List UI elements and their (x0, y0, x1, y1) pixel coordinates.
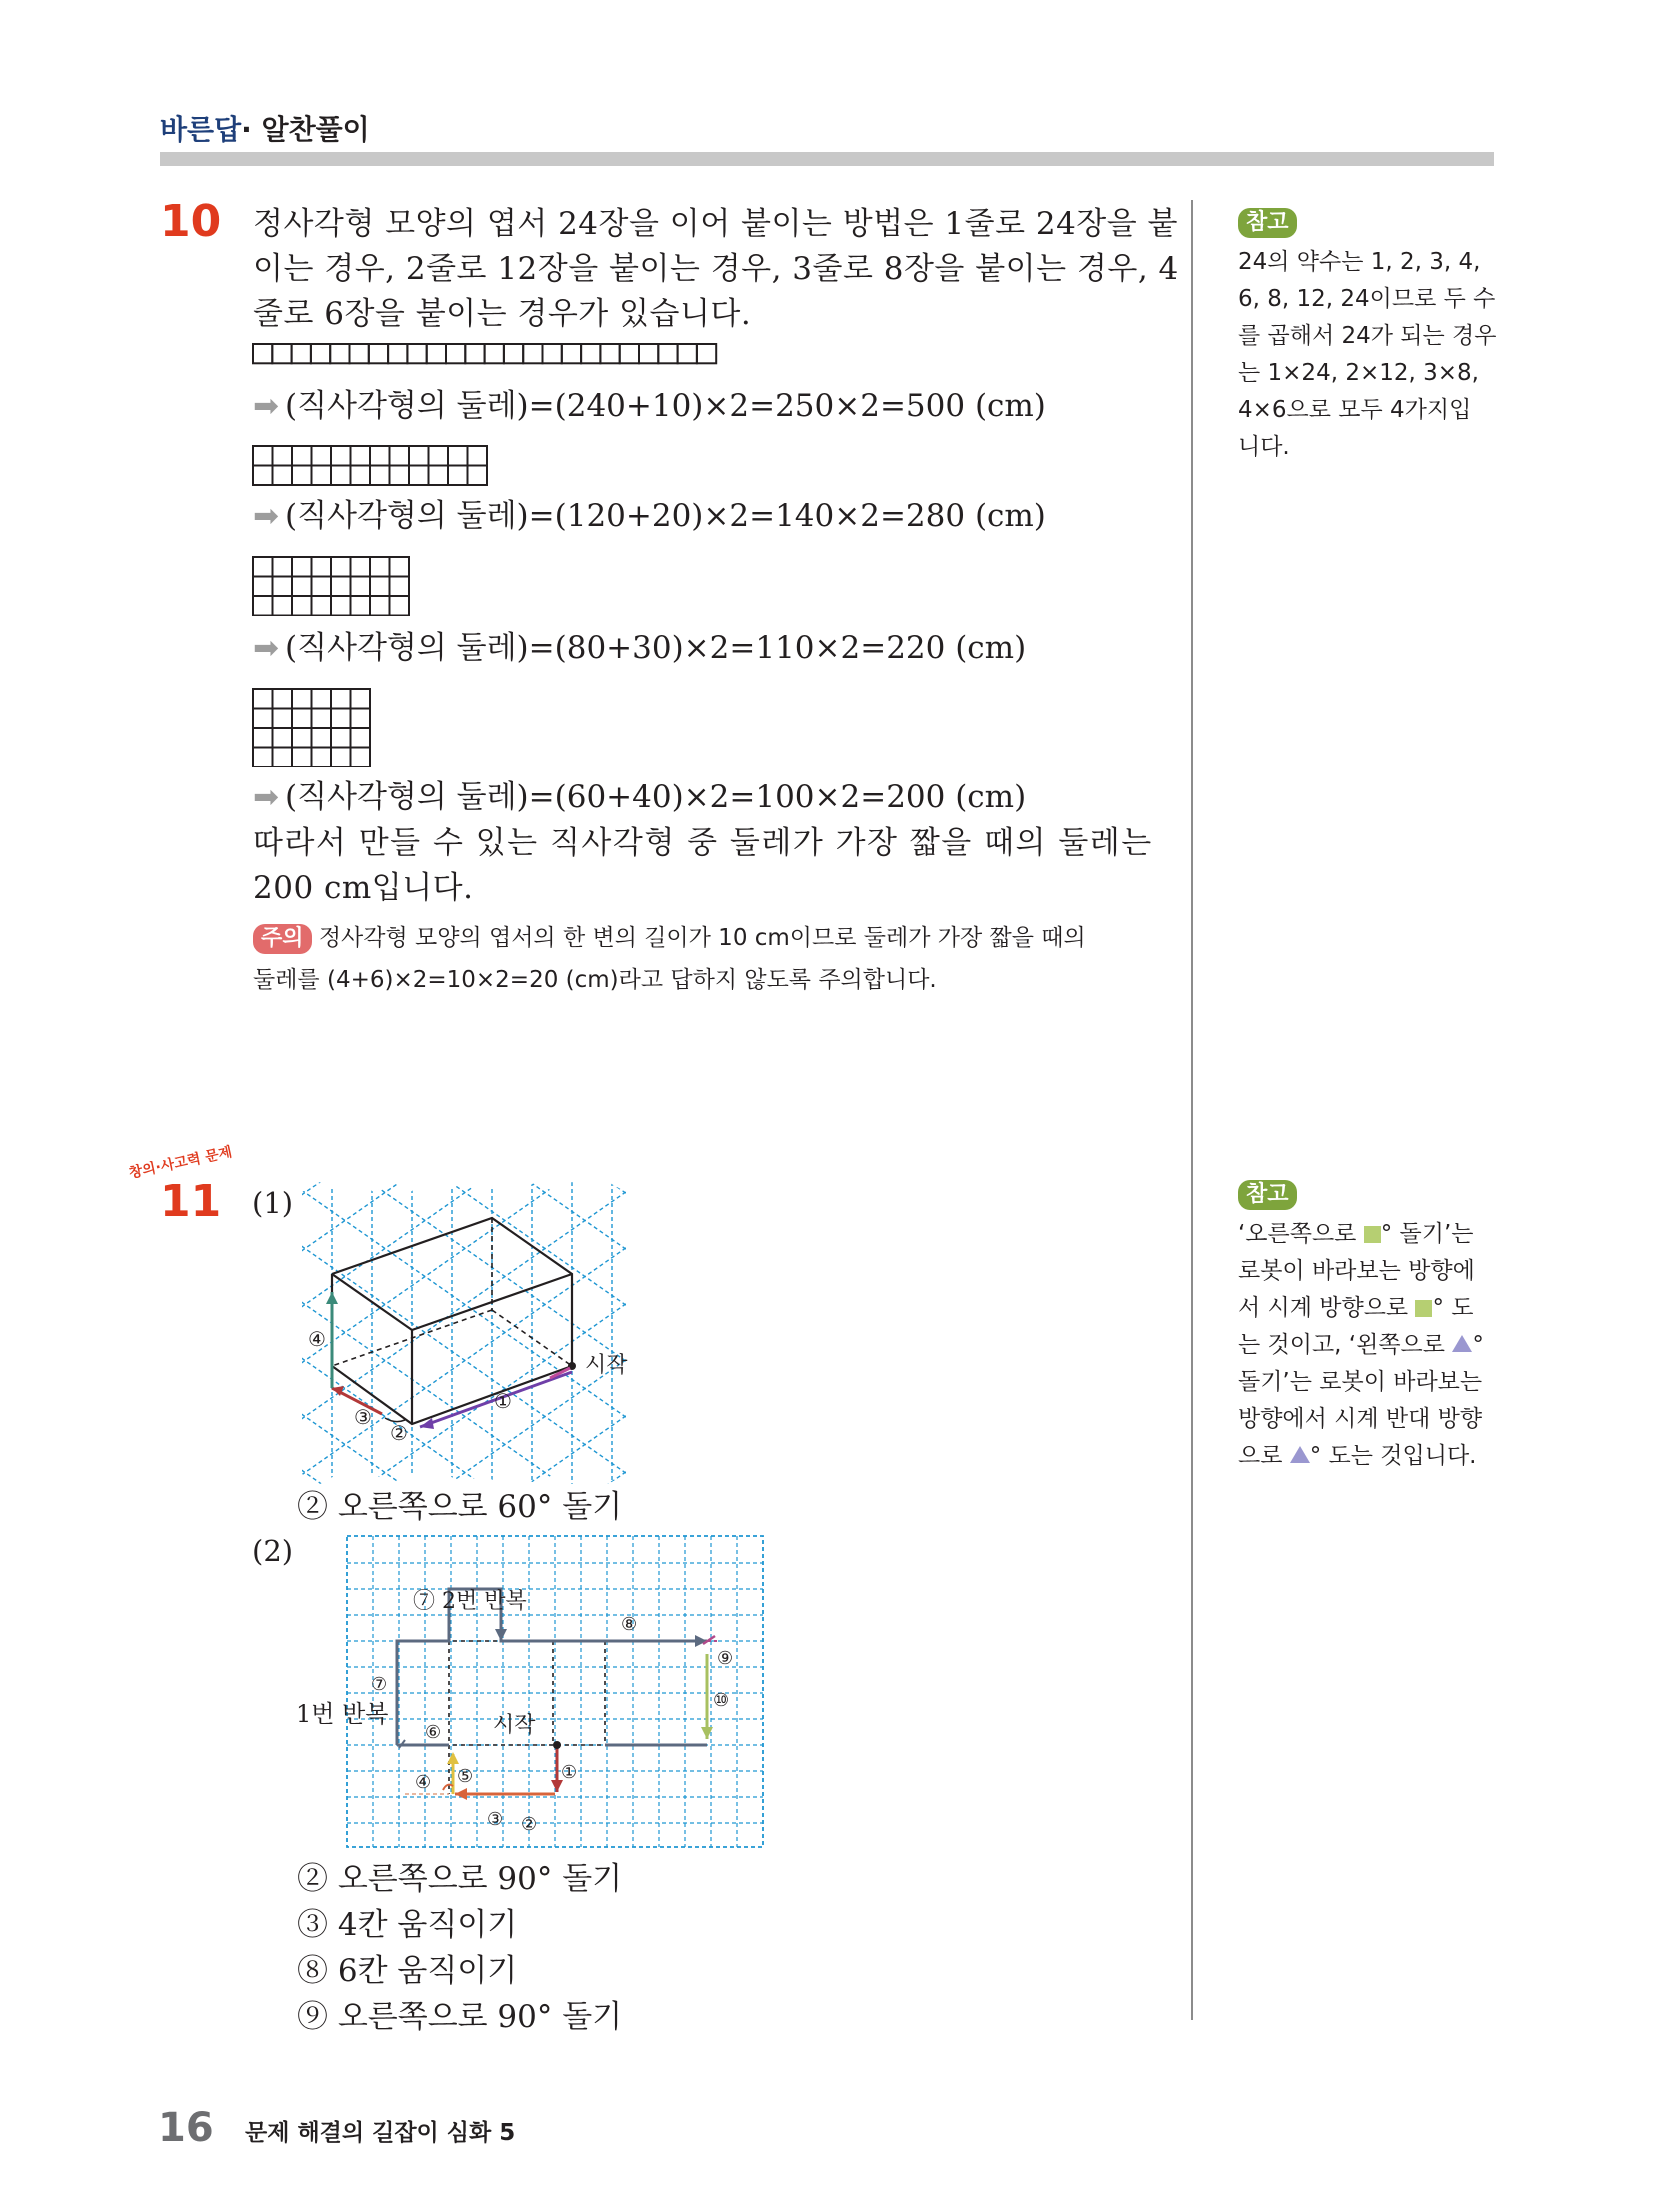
purple-triangle-icon (1452, 1335, 1472, 1352)
intro-line: 줄로 6장을 붙이는 경우가 있습니다. (253, 296, 752, 332)
page-number: 16 (158, 2105, 214, 2151)
postcard-cell (639, 344, 658, 363)
header-title (160, 108, 370, 148)
step-mark: ② (521, 1814, 538, 1835)
postcard-cell (273, 748, 293, 768)
step-mark: ⑨ (717, 1648, 734, 1669)
postcard-cell (370, 557, 390, 577)
problem-11-number: 11 (160, 1176, 222, 1227)
header-rule (160, 152, 1494, 166)
triangular-grid-figure (290, 1182, 640, 1484)
caution-note (253, 917, 1173, 1001)
intro-line: 정사각형 모양의 엽서 24장을 이어 붙이는 방법은 1줄로 24장을 붙 (253, 206, 1179, 242)
postcard-cell (390, 446, 410, 466)
problem-10-intro (253, 202, 1179, 337)
postcard-cell (273, 577, 293, 597)
postcard-cell (448, 446, 468, 466)
side-note-line: 를 곱해서 24가 되는 경우 (1238, 323, 1497, 349)
part-1-label: (1) (252, 1186, 294, 1220)
repeat-2-label: ⑦ 2번 반복 (413, 1589, 527, 1614)
side-note-text: 으로 (1238, 1443, 1290, 1469)
conclusion-line: 따라서 만들 수 있는 직사각형 중 둘레가 가장 짧을 때의 둘레는 (253, 825, 1153, 861)
step-mark: ⑤ (457, 1766, 474, 1787)
postcard-cell (292, 596, 312, 616)
postcard-cell (465, 344, 484, 363)
postcard-cell (409, 466, 429, 486)
postcard-cell (331, 557, 351, 577)
postcard-cell (292, 466, 312, 486)
reference-badge: 참고 (1238, 208, 1297, 238)
part-1-answer: ② 오른쪽으로 60° 돌기 (297, 1489, 623, 1525)
postcard-cell (351, 557, 371, 577)
postcard-cell (351, 577, 371, 597)
postcard-cell (292, 689, 312, 709)
side-note-text: ° (1472, 1332, 1484, 1358)
postcard-cell (658, 344, 677, 363)
postcard-cell (351, 709, 371, 729)
postcard-cell (312, 748, 332, 768)
postcard-cell (390, 466, 410, 486)
problem-10-conclusion (253, 821, 1163, 911)
postcard-cell (331, 466, 351, 486)
formula-3x8 (253, 628, 1026, 668)
postcard-cell (562, 344, 581, 363)
postcard-cell (678, 344, 697, 363)
postcard-grid-1x24 (252, 343, 718, 367)
postcard-cell (581, 344, 600, 363)
grid-line (290, 1182, 640, 1259)
step-mark: ③ (487, 1809, 504, 1830)
postcard-cell (370, 466, 390, 486)
postcard-cell (292, 709, 312, 729)
arrow-right-icon: ➡ (253, 630, 279, 666)
answer-line: ② 오른쪽으로 90° 돌기 (297, 1861, 623, 1897)
grid-line (290, 1182, 640, 1371)
step-mark: ⑦ (371, 1674, 388, 1695)
postcard-cell (331, 689, 351, 709)
postcard-cell (292, 446, 312, 466)
postcard-cell (292, 728, 312, 748)
repeat-1-label: 1번 반복 (296, 1700, 389, 1728)
side-note-text: 돌기’는 로봇이 바라보는 (1238, 1369, 1483, 1395)
postcard-cell (390, 577, 410, 597)
step-mark: ⑩ (713, 1690, 730, 1711)
side-note-line: 4×6으로 모두 4가지입 (1238, 397, 1472, 423)
postcard-cell (292, 748, 312, 768)
grid-line (290, 1182, 640, 1371)
postcard-cell (429, 466, 449, 486)
postcard-grid-3x8 (252, 556, 410, 616)
postcard-cell (369, 344, 388, 363)
postcard-cell (253, 728, 273, 748)
postcard-cell (331, 577, 351, 597)
postcard-grid-4x6 (252, 688, 372, 767)
postcard-cell (429, 446, 449, 466)
postcard-cell (312, 577, 332, 597)
formula-2x12 (253, 496, 1046, 536)
caution-line: 둘레를 (4+6)×2=10×2=20 (cm)라고 답하지 않도록 주의합니다. (253, 967, 937, 993)
green-square-icon (1415, 1300, 1432, 1317)
grid-line (290, 1182, 640, 1259)
side-note-text: 방향에서 시계 반대 방향 (1238, 1406, 1483, 1432)
purple-triangle-icon (1290, 1446, 1310, 1463)
intro-line: 이는 경우, 2줄로 12장을 붙이는 경우, 3줄로 8장을 붙이는 경우, 4 (253, 251, 1179, 287)
postcard-cell (351, 596, 371, 616)
answer-line: ⑧ 6칸 움직이기 (297, 1953, 518, 1989)
caution-badge: 주의 (253, 924, 312, 954)
postcard-cell (409, 446, 429, 466)
postcard-cell (523, 344, 542, 363)
postcard-cell (292, 557, 312, 577)
postcard-cell (331, 446, 351, 466)
side-note-line: 는 1×24, 2×12, 3×8, (1238, 360, 1479, 386)
part-2-answers (297, 1856, 622, 2040)
postcard-cell (273, 709, 293, 729)
formula-text: (직사각형의 둘레)=(240+10)×2=250×2=500 (cm) (284, 388, 1046, 424)
arrow-right-icon: ➡ (253, 498, 279, 534)
postcard-cell (312, 446, 332, 466)
side-note-text: ‘오른쪽으로 (1238, 1221, 1364, 1247)
postcard-cell (253, 446, 273, 466)
postcard-cell (370, 596, 390, 616)
postcard-cell (697, 344, 716, 363)
postcard-cell (331, 709, 351, 729)
postcard-cell (253, 466, 273, 486)
side-note-line: 니다. (1238, 434, 1290, 460)
postcard-cell (620, 344, 639, 363)
postcard-cell (273, 596, 293, 616)
postcard-cell (273, 689, 293, 709)
side-note-text: ° 도 (1432, 1295, 1474, 1321)
header-title-rest: · 알찬풀이 (241, 113, 370, 146)
postcard-cell (388, 344, 407, 363)
postcard-cell (468, 446, 488, 466)
header-title-main: 바른답 (160, 113, 242, 146)
postcard-cell (312, 596, 332, 616)
postcard-cell (253, 344, 272, 363)
postcard-cell (253, 557, 273, 577)
formula-text: (직사각형의 둘레)=(60+40)×2=100×2=200 (cm) (284, 779, 1027, 815)
postcard-cell (351, 748, 371, 768)
formula-text: (직사각형의 둘레)=(120+20)×2=140×2=280 (cm) (284, 498, 1046, 534)
step-mark: ④ (308, 1327, 326, 1351)
step-mark: ① (494, 1389, 512, 1413)
start-label: 시작 (585, 1353, 628, 1378)
step-mark: ⑧ (621, 1614, 638, 1635)
postcard-cell (331, 728, 351, 748)
postcard-cell (543, 344, 562, 363)
arrow-right-icon: ➡ (253, 779, 279, 815)
postcard-cell (253, 689, 273, 709)
reference-badge: 참고 (1238, 1180, 1297, 1210)
postcard-cell (312, 466, 332, 486)
postcard-cell (407, 344, 426, 363)
green-square-icon (1364, 1226, 1381, 1243)
answer-line: ③ 4칸 움직이기 (297, 1907, 518, 1943)
postcard-cell (273, 446, 293, 466)
postcard-cell (351, 466, 371, 486)
step-mark: ③ (354, 1405, 372, 1429)
side-note-11 (1238, 1180, 1484, 1475)
start-label: 시작 (493, 1713, 536, 1738)
side-note-text: 로봇이 바라보는 방향에 (1238, 1258, 1475, 1284)
caution-line: 정사각형 모양의 엽서의 한 변의 길이가 10 cm이므로 둘레가 가장 짧을 때의 (318, 925, 1086, 951)
postcard-cell (427, 344, 446, 363)
postcard-cell (273, 466, 293, 486)
postcard-cell (468, 466, 488, 486)
step-mark: ⑥ (425, 1722, 442, 1743)
postcard-cell (390, 596, 410, 616)
postcard-cell (253, 709, 273, 729)
postcard-cell (311, 344, 330, 363)
part-2-label: (2) (252, 1534, 294, 1568)
postcard-cell (351, 446, 371, 466)
postcard-cell (272, 344, 291, 363)
postcard-cell (504, 344, 523, 363)
creative-problem-tag: 창의·사고력 문제 (127, 1144, 234, 1182)
step-mark: ② (390, 1421, 408, 1445)
formula-1x24 (253, 386, 1046, 426)
postcard-cell (331, 748, 351, 768)
postcard-cell (448, 466, 468, 486)
postcard-cell (312, 728, 332, 748)
arrow-right-icon: ➡ (253, 388, 279, 424)
postcard-cell (292, 344, 311, 363)
problem-10-number: 10 (160, 196, 222, 247)
postcard-grid-2x12 (252, 445, 488, 487)
postcard-cell (446, 344, 465, 363)
square-grid-figure (345, 1534, 765, 1850)
side-note-text: ° 돌기’는 (1380, 1221, 1474, 1247)
postcard-cell (253, 577, 273, 597)
answer-line: ⑨ 오른쪽으로 90° 돌기 (297, 1999, 623, 2035)
postcard-cell (351, 689, 371, 709)
postcard-cell (485, 344, 504, 363)
postcard-cell (370, 577, 390, 597)
postcard-cell (370, 446, 390, 466)
side-note-text: 는 것이고, ‘왼쪽으로 (1238, 1332, 1453, 1358)
column-divider (1191, 200, 1193, 2020)
postcard-cell (331, 596, 351, 616)
side-note-line: 6, 8, 12, 24이므로 두 수 (1238, 286, 1496, 312)
postcard-cell (273, 728, 293, 748)
postcard-cell (312, 689, 332, 709)
side-note-line: 24의 약수는 1, 2, 3, 4, (1238, 249, 1481, 275)
postcard-cell (253, 596, 273, 616)
postcard-cell (312, 709, 332, 729)
formula-text: (직사각형의 둘레)=(80+30)×2=110×2=220 (cm) (284, 630, 1027, 666)
formula-4x6 (253, 777, 1026, 817)
postcard-cell (350, 344, 369, 363)
postcard-cell (600, 344, 619, 363)
side-note-text: 서 시계 방향으로 (1238, 1295, 1416, 1321)
postcard-cell (253, 748, 273, 768)
book-title: 문제 해결의 길잡이 심화 5 (245, 2120, 516, 2146)
postcard-cell (292, 577, 312, 597)
conclusion-line: 200 cm입니다. (253, 870, 474, 906)
postcard-cell (330, 344, 349, 363)
postcard-cell (390, 557, 410, 577)
postcard-cell (273, 557, 293, 577)
step-mark: ④ (415, 1772, 432, 1793)
postcard-cell (312, 557, 332, 577)
step-mark: ① (561, 1762, 578, 1783)
side-note-text: ° 도는 것입니다. (1309, 1443, 1477, 1469)
postcard-cell (351, 728, 371, 748)
side-note-10 (1238, 208, 1496, 466)
